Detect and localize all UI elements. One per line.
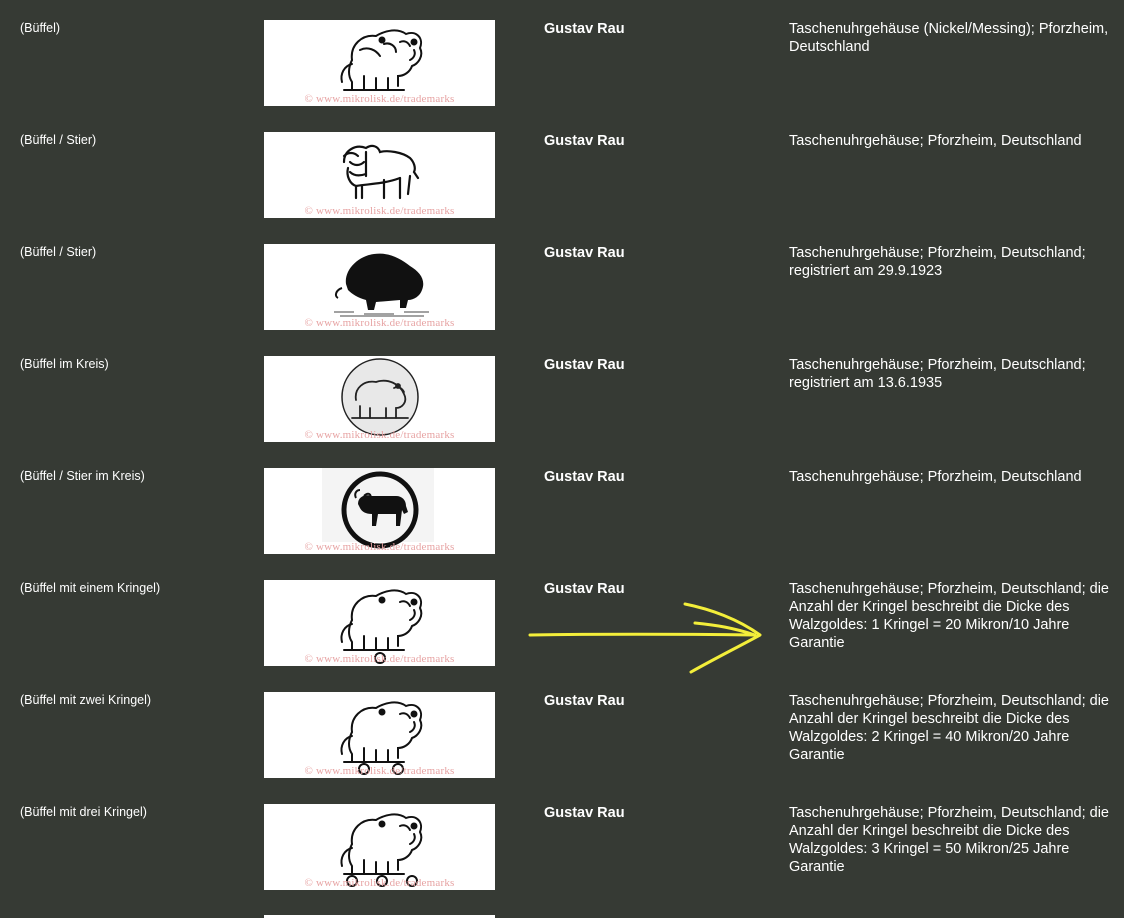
trademark-description: (Büffel mit zwei Kringel) — [20, 693, 152, 707]
trademark-details: Taschenuhrgehäuse; Pforzheim, Deutschland; die Anzahl der Kringel beschreibt die Dicke des Walzgoldes: 3 Kringel = 50 Mikron/25 Jahre Garantie — [789, 805, 1109, 875]
trademark-image[interactable] — [264, 132, 495, 218]
watermark-text: © www.mikrolisk.de/trademarks — [304, 429, 455, 441]
company-name: Gustav Rau — [544, 133, 625, 149]
trademark-image[interactable] — [264, 580, 495, 666]
list-item — [0, 468, 1124, 580]
list-item — [0, 132, 1124, 244]
list-item — [0, 692, 1124, 804]
watermark-text: © www.mikrolisk.de/trademarks — [304, 653, 455, 665]
trademark-description: (Büffel mit drei Kringel) — [20, 805, 147, 819]
company-name: Gustav Rau — [544, 693, 625, 709]
watermark-text: © www.mikrolisk.de/trademarks — [304, 93, 455, 105]
trademark-description: (Büffel) — [20, 21, 61, 35]
trademark-details: Taschenuhrgehäuse; Pforzheim, Deutschland; die Anzahl der Kringel beschreibt die Dicke des Walzgoldes: 1 Kringel = 20 Mikron/10 Jahre Garantie — [789, 581, 1109, 651]
company-name: Gustav Rau — [544, 21, 625, 37]
watermark-text: © www.mikrolisk.de/trademarks — [304, 765, 455, 777]
list-item — [0, 356, 1124, 468]
trademark-details: Taschenuhrgehäuse; Pforzheim, Deutschland — [789, 133, 1082, 149]
trademark-image[interactable] — [264, 692, 495, 778]
trademark-image[interactable] — [264, 468, 495, 554]
company-name: Gustav Rau — [544, 469, 625, 485]
list-item — [0, 244, 1124, 356]
trademark-image[interactable] — [264, 244, 495, 330]
list-item — [0, 804, 1124, 916]
list-item — [0, 20, 1124, 132]
trademark-description: (Büffel / Stier im Kreis) — [20, 469, 145, 483]
watermark-text: © www.mikrolisk.de/trademarks — [304, 877, 455, 889]
trademark-image[interactable] — [264, 20, 495, 106]
trademark-details: Taschenuhrgehäuse; Pforzheim, Deutschland — [789, 469, 1082, 485]
company-name: Gustav Rau — [544, 357, 625, 373]
list-item — [0, 580, 1124, 692]
watermark-text: © www.mikrolisk.de/trademarks — [304, 541, 455, 553]
trademark-description: (Büffel / Stier) — [20, 133, 97, 147]
trademark-details: Taschenuhrgehäuse (Nickel/Messing); Pforzheim, Deutschland — [789, 21, 1109, 55]
company-name: Gustav Rau — [544, 805, 625, 821]
trademark-details: Taschenuhrgehäuse; Pforzheim, Deutschland; registriert am 13.6.1935 — [789, 357, 1086, 391]
trademark-details: Taschenuhrgehäuse; Pforzheim, Deutschland; die Anzahl der Kringel beschreibt die Dicke des Walzgoldes: 2 Kringel = 40 Mikron/20 Jahre Garantie — [789, 693, 1109, 763]
trademark-description: (Büffel / Stier) — [20, 245, 97, 259]
trademark-details: Taschenuhrgehäuse; Pforzheim, Deutschland; registriert am 29.9.1923 — [789, 245, 1086, 279]
trademark-image[interactable] — [264, 356, 495, 442]
trademark-image[interactable] — [264, 804, 495, 890]
watermark-text: © www.mikrolisk.de/trademarks — [304, 205, 455, 217]
company-name: Gustav Rau — [544, 581, 625, 597]
trademark-description: (Büffel mit einem Kringel) — [20, 581, 161, 595]
trademark-description: (Büffel im Kreis) — [20, 357, 109, 371]
watermark-text: © www.mikrolisk.de/trademarks — [304, 317, 455, 329]
company-name: Gustav Rau — [544, 245, 625, 261]
